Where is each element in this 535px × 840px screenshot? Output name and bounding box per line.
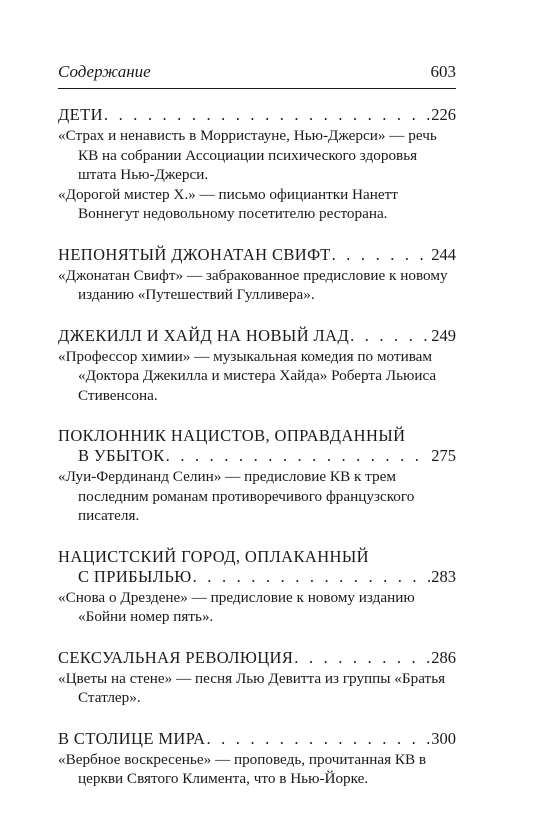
section-title-text: СЕКСУАЛЬНАЯ РЕВОЛЮЦИЯ [58,647,294,667]
toc-item: «Цветы на стене» — песня Лью Девитта из группы «Братья Статлер». [58,669,446,706]
section-title-text: ДЖЕКИЛЛ И ХАЙД НА НОВЫЙ ЛАД [58,325,350,345]
section-page-number: 244 [431,244,456,264]
dot-leader [166,446,431,466]
running-header [58,62,456,86]
toc-section [58,326,456,406]
toc-item: «Страх и ненависть в Морристауне, Нью-Джерси» — речь КВ на собрании Ассоциации психического здоровья штата Нью-Джерси. [58,127,437,183]
section-title-line: НАЦИСТСКИЙ ГОРОД, ОПЛАКАННЫЙ [58,546,369,566]
toc-item: «Вербное воскресенье» — проповедь, прочитанная КВ в церкви Святого Климента, что в Нью-Йорке. [58,750,427,787]
section-title[interactable] [58,648,456,668]
section-title-text: ДЕТИ [58,105,103,124]
toc-section [58,648,456,708]
section-title-line: ПОКЛОННИК НАЦИСТОВ, ОПРАВДАННЫЙ [58,426,406,445]
section-page-number: 300 [431,728,456,748]
toc-section [58,547,456,627]
section-page-number: 286 [431,647,456,667]
section-title[interactable] [58,245,456,265]
section-page-number: 249 [431,325,456,345]
dot-leader [294,648,430,668]
section-title[interactable] [58,729,456,749]
section-title-text: НЕПОНЯТЫЙ ДЖОНАТАН СВИФТ [58,244,331,264]
section-title-text: С ПРИБЫЛЬЮ [78,566,192,586]
dot-leader [193,567,431,587]
section-title[interactable] [58,326,456,346]
toc-item: «Дорогой мистер Х.» — письмо официантки Нанетт Воннегут недовольному посетителю ресторана. [58,185,398,222]
dot-leader [332,245,431,265]
running-header-title: Содержание [58,62,151,81]
toc-item: «Джонатан Свифт» — забракованное предисловие к новому изданию «Путешествий Гулливера». [58,266,448,303]
dot-leader [350,326,430,346]
section-page-number: 283 [431,566,456,586]
section-title[interactable] [58,567,456,587]
section-page-number: 275 [431,446,456,465]
toc-item: «Профессор химии» — музыкальная комедия по мотивам «Доктора Джекилла и мистера Хайда» Роберта Льюиса Стивенсона. [58,347,437,404]
page-number: 603 [430,62,456,81]
toc-section [58,729,456,789]
section-page-number: 226 [431,105,456,124]
toc-section [58,426,456,526]
toc-page [58,62,456,789]
toc-item: «Снова о Дрездене» — предисловие к новому изданию «Бойни номер пять». [58,588,415,625]
toc-section [58,245,456,305]
section-title[interactable] [58,446,456,466]
toc-list [58,105,456,789]
header-rule [58,88,456,89]
dot-leader [104,105,430,125]
dot-leader [207,729,431,749]
section-title[interactable] [58,105,456,125]
toc-section [58,105,456,224]
toc-item: «Луи-Фердинанд Селин» — предисловие КВ к трем последним романам противоречивого французского писателя. [58,468,415,524]
section-title-text: В УБЫТОК [78,446,165,465]
section-title-text: В СТОЛИЦЕ МИРА [58,728,206,748]
